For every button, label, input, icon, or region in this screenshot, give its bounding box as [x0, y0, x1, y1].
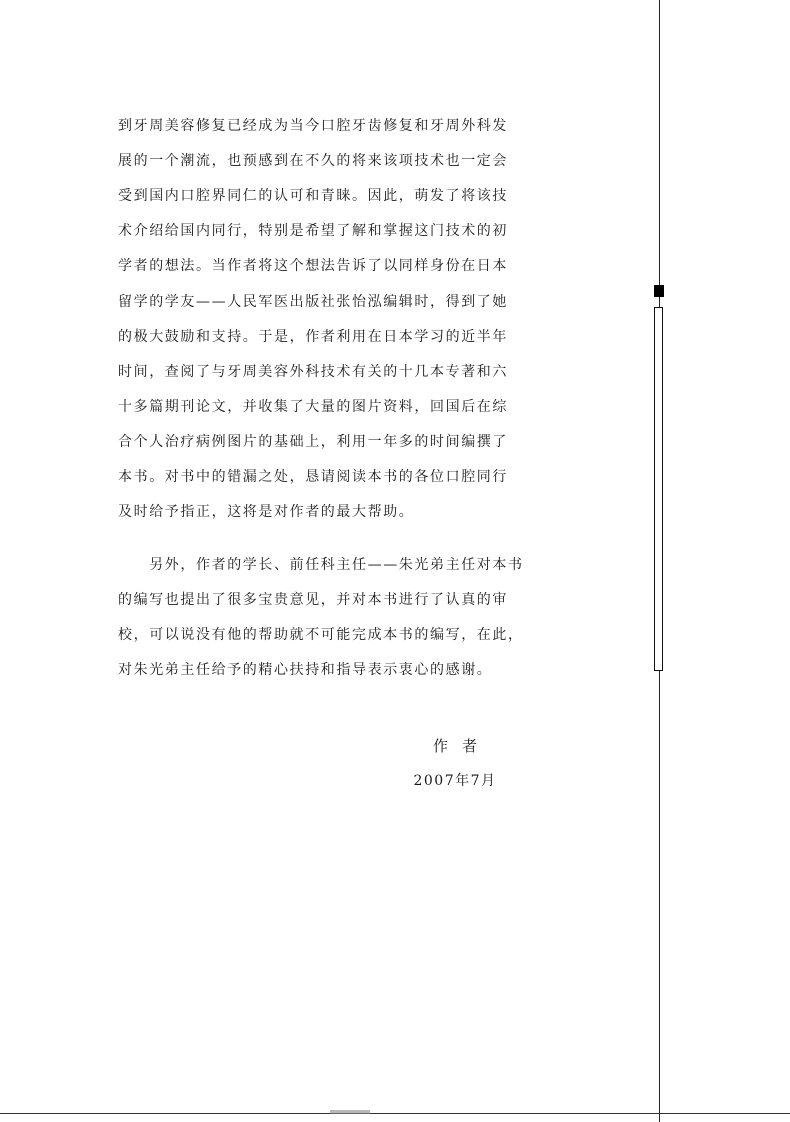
paragraph-line: 留学的学友——人民军医出版社张怡泓编辑时，得到了她 [118, 294, 508, 310]
signature-date: 2007年7月 [413, 773, 497, 789]
paragraph-line: 时间，查阅了与牙周美容外科技术有关的十几本专著和六 [118, 364, 508, 380]
paragraph-line: 的极大鼓励和支持。于是，作者利用在日本学习的近半年 [118, 329, 508, 345]
scan-smudge [330, 1110, 370, 1114]
scan-marker [654, 285, 664, 297]
paragraph-line: 及时给予指正，这将是对作者的最大帮助。 [118, 504, 415, 520]
paragraph-line: 术介绍给国内同行，特别是希望了解和掌握这门技术的初 [118, 223, 508, 239]
paragraph-line: 合个人治疗病例图片的基础上，利用一年多的时间编撰了 [118, 434, 508, 450]
scan-bottom-edge [0, 1113, 790, 1114]
paragraph-line: 受到国内口腔界同仁的认可和青睐。因此，萌发了将该技 [118, 188, 508, 204]
paragraph-line: 本书。对书中的错漏之处，恳请阅读本书的各位口腔同行 [118, 469, 508, 485]
paragraph-line: 十多篇期刊论文，并收集了大量的图片资料，回国后在综 [118, 399, 508, 415]
paragraph-line: 的编写也提出了很多宝贵意见，并对本书进行了认真的审 [118, 592, 508, 608]
paragraph-line: 到牙周美容修复已经成为当今口腔牙齿修复和牙周外科发 [118, 118, 508, 134]
paragraph-line: 校，可以说没有他的帮助就不可能完成本书的编写，在此， [118, 627, 524, 643]
paragraph-line: 展的一个潮流，也预感到在不久的将来该项技术也一定会 [118, 153, 508, 169]
scan-binding-bar [654, 307, 663, 671]
paragraph-line: 另外，作者的学长、前任科主任——朱光弟主任对本书 [118, 557, 524, 573]
paragraph-line: 学者的想法。当作者将这个想法告诉了以同样身份在日本 [118, 258, 508, 274]
signature-author: 作者 [432, 737, 491, 755]
paragraph-line: 对朱光弟主任给予的精心扶持和指导表示衷心的感谢。 [118, 662, 493, 678]
